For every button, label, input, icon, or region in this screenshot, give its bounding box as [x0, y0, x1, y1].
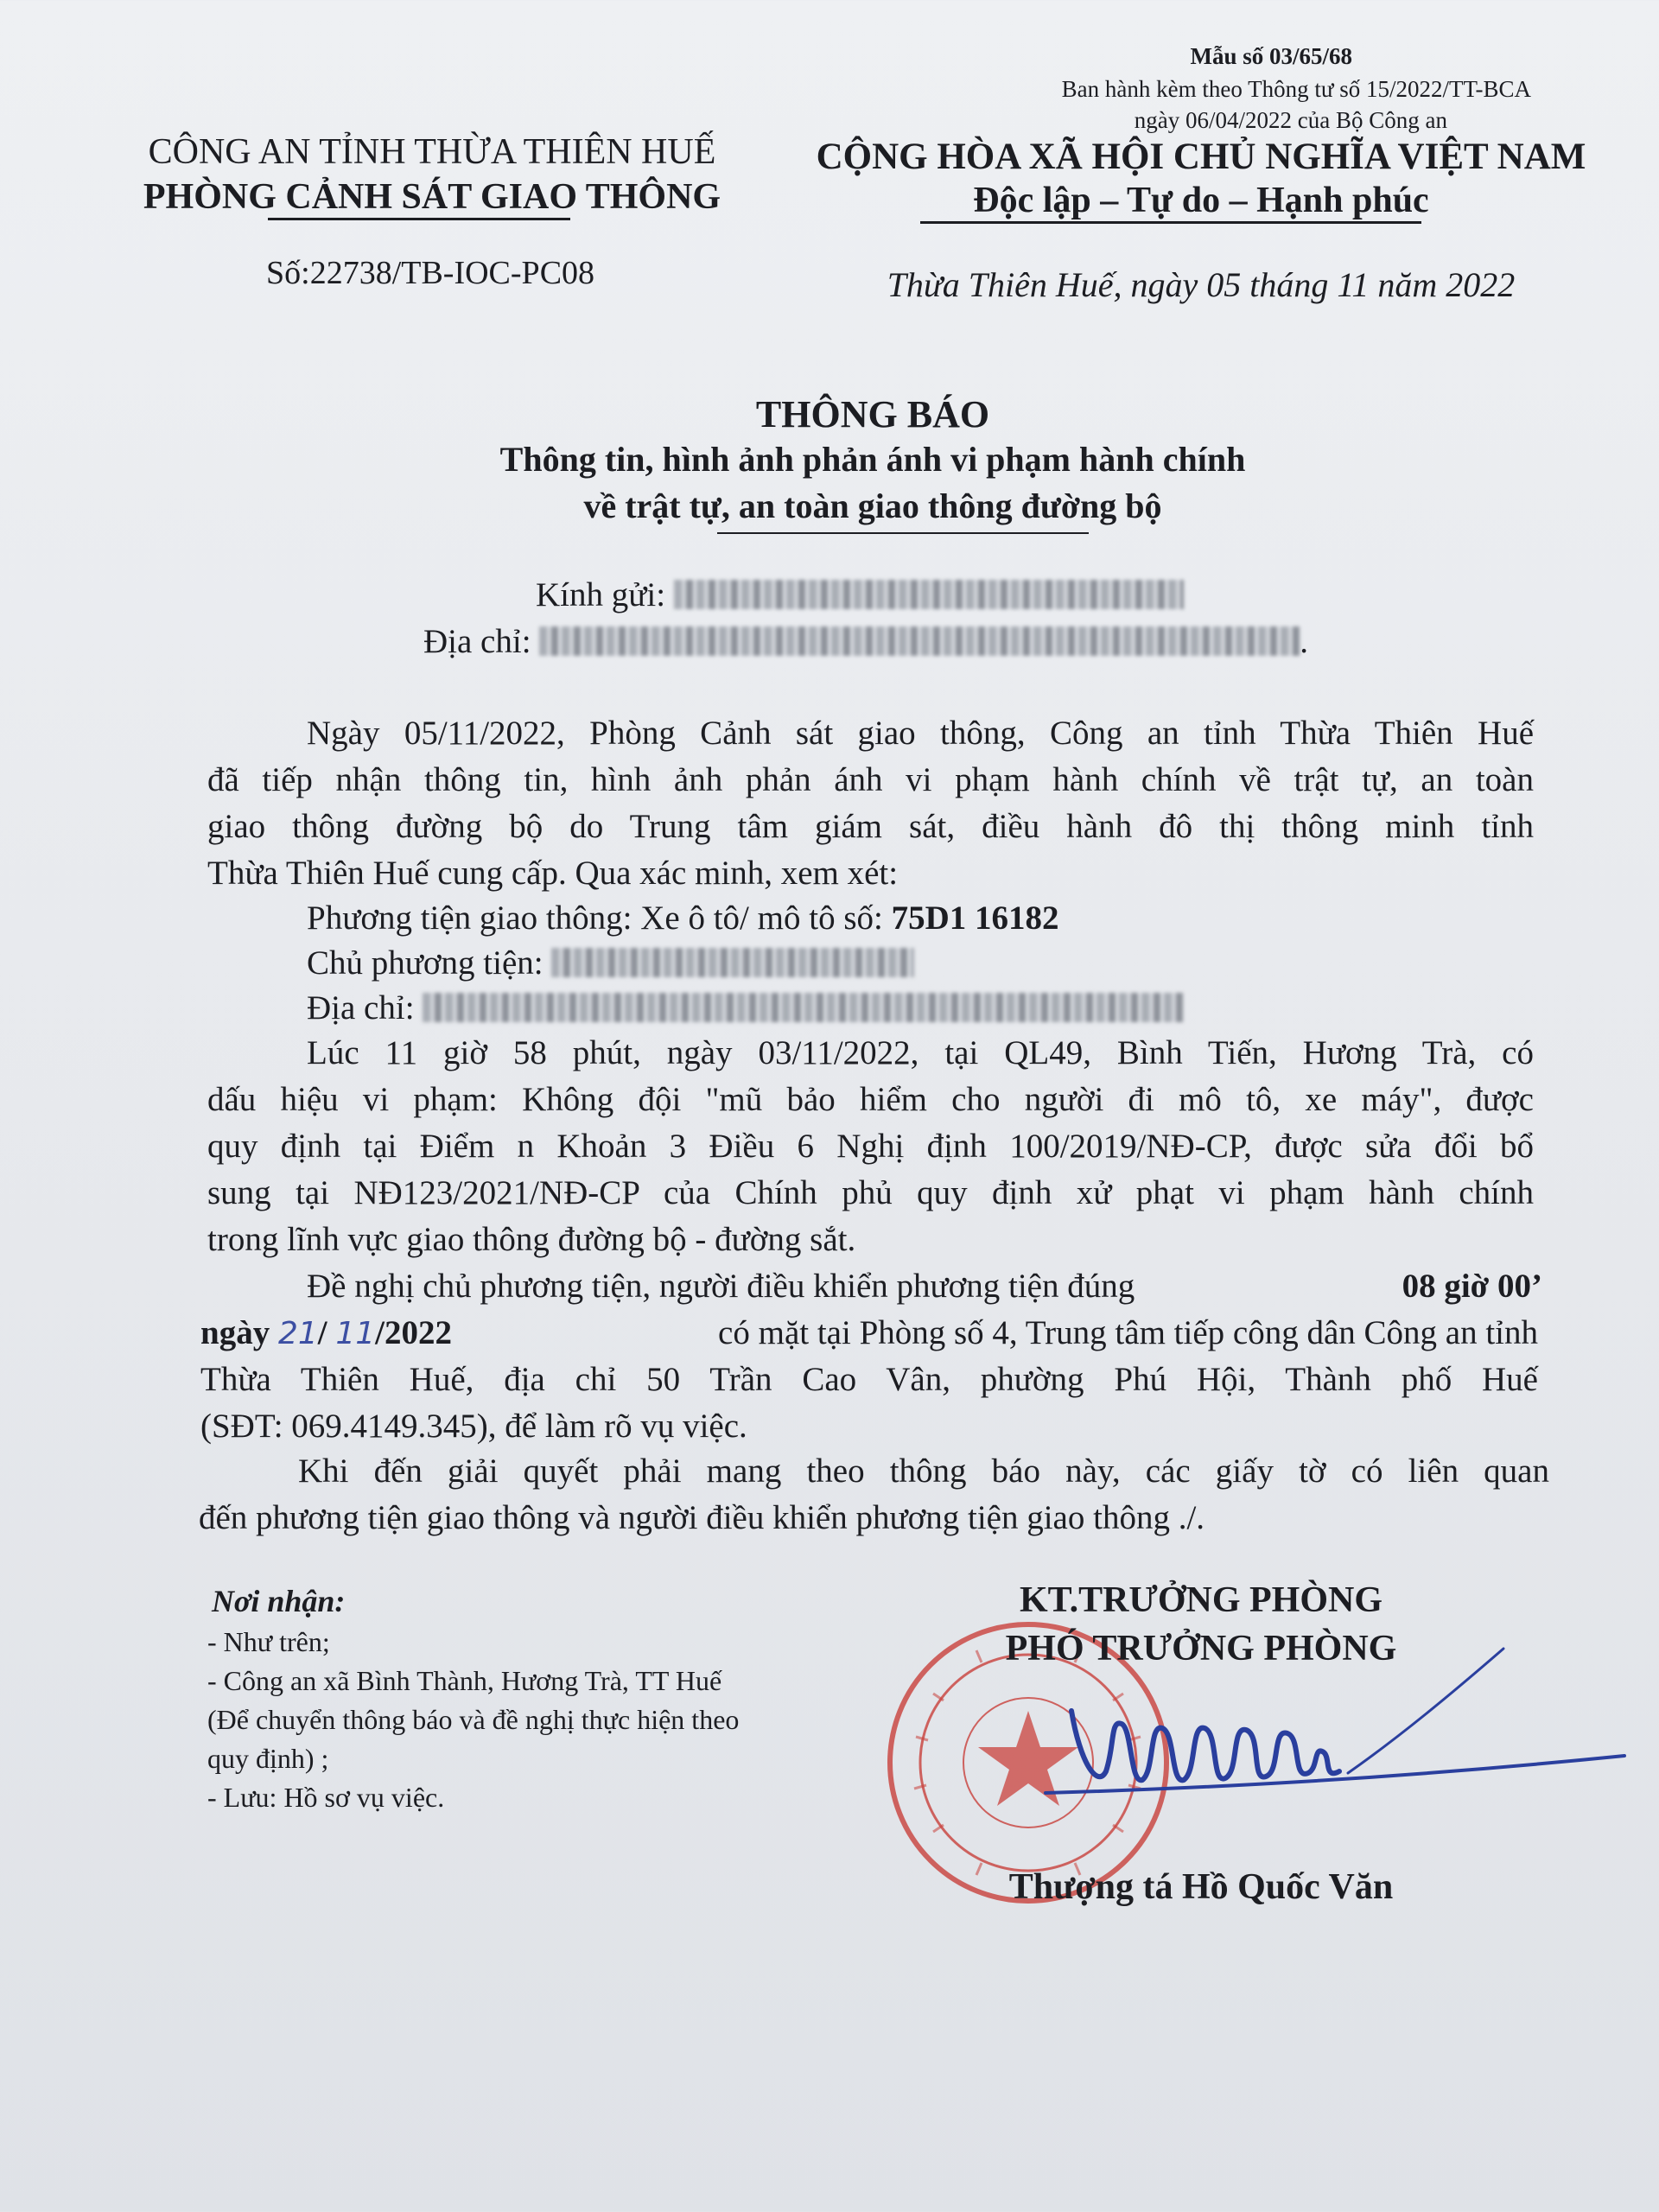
violation-line-2: dấu hiệu vi phạm: Không đội "mũ bảo hiểm cho người đi mô tô, xe máy", được: [207, 1081, 1534, 1118]
notice-subtitle-1: Thông tin, hình ảnh phản ánh vi phạm hành chính: [499, 440, 1246, 479]
agency-parent: CÔNG AN TỈNH THỪA THIÊN HUẾ: [148, 132, 716, 172]
signer-name: Thượng tá Hồ Quốc Văn: [1008, 1867, 1394, 1907]
owner-line: [307, 940, 914, 986]
form-issued-with: Ban hành kèm theo Thông tư số 15/2022/TT-BCA: [1061, 76, 1531, 102]
request-line-2: ngày 21/ 11/2022 có mặt tại Phòng số 4, Trung tâm tiếp công dân Công an tỉnh: [200, 1314, 1538, 1351]
violation-line-4: sung tại NĐ123/2021/NĐ-CP của Chính phủ quy định xử phạt vi phạm hành chính: [207, 1174, 1534, 1211]
recipient-address-line: Địa chỉ: .: [423, 623, 1309, 660]
request-line-3: Thừa Thiên Huế, địa chỉ 50 Trần Cao Vân, phường Phú Hội, Thành phố Huế: [200, 1361, 1538, 1398]
appointment-day-handwritten: 21: [277, 1316, 318, 1351]
closing-line-2: đến phương tiện giao thông và người điều khiển phương tiện giao thông ./.: [199, 1499, 1205, 1536]
signer-title-2: PHÓ TRƯỞNG PHÒNG: [1005, 1629, 1397, 1669]
appointment-time: 08 giờ 00’: [1402, 1268, 1542, 1305]
agency-underline: [268, 218, 570, 220]
motto-underline: [920, 221, 1421, 224]
country-name: CỘNG HÒA XÃ HỘI CHỦ NGHĨA VIỆT NAM: [816, 137, 1586, 177]
document-number: Số:22738/TB-IOC-PC08: [266, 255, 595, 291]
signer-title-1: KT.TRƯỞNG PHÒNG: [1020, 1580, 1382, 1620]
vehicle-line: [307, 895, 1059, 941]
paragraph-1-line-4: Thừa Thiên Huế cung cấp. Qua xác minh, xem xét:: [207, 855, 899, 892]
violation-line-1: Lúc 11 giờ 58 phút, ngày 03/11/2022, tại QL49, Bình Tiến, Hương Trà, có: [307, 1034, 1534, 1071]
recipients-item: - Như trên;: [207, 1626, 330, 1657]
vehicle-label: Phương tiện giao thông: Xe ô tô/ mô tô số:: [307, 899, 883, 937]
paragraph-1-line-2: đã tiếp nhận thông tin, hình ảnh phản ánh vi phạm hành chính về trật tự, an toàn: [207, 761, 1534, 798]
request-line-1: Đề nghị chủ phương tiện, người điều khiển phương tiện đúng 08 giờ 00’: [307, 1263, 1542, 1309]
recipient-line: [536, 572, 1184, 618]
recipients-item: quy định) ;: [207, 1743, 329, 1774]
appointment-month-handwritten: 11: [335, 1316, 376, 1351]
place-date: Thừa Thiên Huế, ngày 05 tháng 11 năm 2022: [887, 265, 1516, 304]
paragraph-1-line-3: giao thông đường bộ do Trung tâm giám sát, điều hành đô thị thông minh tỉnh: [207, 808, 1534, 845]
recipient-name-redacted: [674, 580, 1184, 609]
form-issued-date: ngày 06/04/2022 của Bộ Công an: [1134, 107, 1447, 133]
notice-subtitle-2: về trật tự, an toàn giao thông đường bộ: [583, 486, 1162, 525]
owner-address-redacted: [423, 993, 1183, 1022]
violation-line-3: quy định tại Điểm n Khoản 3 Điều 6 Nghị định 100/2019/NĐ-CP, được sửa đổi bổ: [207, 1128, 1534, 1165]
national-motto: Độc lập – Tự do – Hạnh phúc: [973, 181, 1429, 220]
handwritten-signature: [1020, 1642, 1642, 1849]
recipient-address-redacted: [539, 626, 1300, 656]
form-number: Mẫu số 03/65/68: [1190, 43, 1352, 69]
request-line-4: (SĐT: 069.4149.345), để làm rõ vụ việc.: [200, 1408, 747, 1445]
vehicle-plate: 75D1 16182: [891, 899, 1059, 937]
paragraph-1-line-1: Ngày 05/11/2022, Phòng Cảnh sát giao thông, Công an tỉnh Thừa Thiên Huế: [307, 715, 1534, 752]
recipients-title: Nơi nhận:: [212, 1584, 346, 1618]
owner-label: Chủ phương tiện:: [307, 944, 543, 982]
owner-name-redacted: [551, 948, 914, 977]
owner-address-label: Địa chỉ:: [307, 989, 415, 1027]
title-underline: [717, 532, 1089, 534]
violation-line-5: trong lĩnh vực giao thông đường bộ - đường sắt.: [207, 1221, 856, 1258]
closing-line-1: Khi đến giải quyết phải mang theo thông báo này, các giấy tờ có liên quan: [298, 1452, 1549, 1490]
owner-address-line: [307, 985, 1183, 1031]
notice-title: THÔNG BÁO: [755, 393, 990, 435]
appointment-year: /2022: [375, 1314, 453, 1351]
recipients-item: - Lưu: Hồ sơ vụ việc.: [207, 1782, 445, 1813]
recipient-address-label: Địa chỉ:: [423, 623, 531, 660]
recipients-item: (Để chuyển thông báo và đề nghị thực hiện theo: [207, 1704, 740, 1735]
agency-unit: PHÒNG CẢNH SÁT GIAO THÔNG: [143, 177, 721, 217]
recipient-label: Kính gửi:: [536, 576, 666, 613]
recipients-item: - Công an xã Bình Thành, Hương Trà, TT Huế: [207, 1665, 722, 1696]
